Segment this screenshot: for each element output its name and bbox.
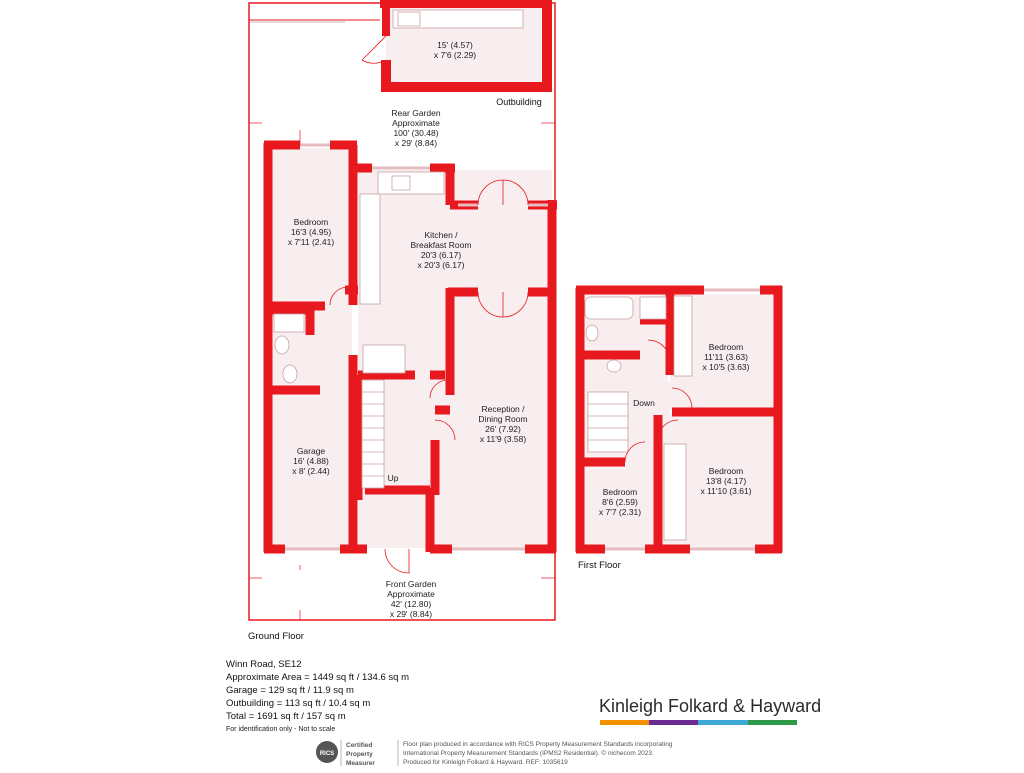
info-garage: Garage = 129 sq ft / 11.9 sq m [226,685,354,696]
ff-bedroom-3-dim1: 8'6 (2.59) [602,497,638,507]
ff-bath [585,297,633,319]
bedroom-gf-dim1: 16'3 (4.95) [290,227,332,237]
ff-bedroom-2-dim1: 13'8 (4.17) [705,476,747,486]
reception-dim2: x 11'9 (3.58) [479,434,527,444]
brand-bar-green [748,720,797,725]
kitchen-counter [378,172,444,194]
ff-bedroom-1-dim1: 11'11 (3.63) [704,352,748,362]
ff-basin [586,325,598,341]
footer-line2: International Property Measurement Standards (IPMS2 Residential). © nichecom 2023. [403,750,654,757]
ground-floor-label: Ground Floor [248,631,304,642]
garage-title: Garage [296,446,326,456]
reception-line1: Reception / [481,404,525,414]
brand-block [599,696,821,725]
footer-line3: Produced for Kinleigh Folkard & Hayward. REF: 1035619 [403,759,568,766]
ff-staircase [588,392,628,452]
brand-bar-purple [649,720,698,725]
rear-garden-line2: Approximate [392,118,440,128]
kitchen-island [363,345,405,373]
cert-line1: Certified [346,742,373,749]
basin [275,336,289,354]
toilet [283,365,297,383]
ff-bedroom-2-title: Bedroom [708,466,744,476]
kitchen-line1: Kitchen / [424,230,458,240]
ff-bedroom-1-title: Bedroom [708,342,744,352]
kitchen-dim1: 20'3 (6.17) [420,250,462,260]
kitchen-sink [392,176,410,190]
ff-bedroom-3-title: Bedroom [602,487,638,497]
outbuilding-dim1: 15' (4.57) [437,40,473,50]
ff-bedroom-3-dim2: x 7'7 (2.31) [598,507,642,517]
info-disclaimer: For identification only - Not to scale [226,726,336,733]
shower-tray [274,314,304,332]
info-outbuilding: Outbuilding = 113 sq ft / 10.4 sq m [226,698,371,709]
reception-dim1: 26' (7.92) [485,424,521,434]
first-floor-label: First Floor [578,560,621,571]
outbuilding-title: Outbuilding [496,97,542,107]
ff-toilet [607,360,621,372]
reception-line2: Dining Room [478,414,528,424]
gf-stairs-label: Up [387,473,399,483]
ff-bedroom-1-dim2: x 10'5 (3.63) [702,362,750,372]
ff-stairs-label: Down [633,398,655,408]
footer [316,740,673,767]
rear-garden-line3: 100' (30.48) [393,128,439,138]
front-door [385,549,409,573]
ff-shower [640,297,666,319]
area-info [226,659,409,733]
rics-badge-text: RICS [319,751,335,757]
brand-bar-blue [698,720,748,725]
brand-bar-orange [600,720,649,725]
front-garden-line1: Front Garden [385,579,437,589]
front-garden-line2: Approximate [387,589,435,599]
ground-floor-plan [248,3,557,642]
cert-line2: Property [346,751,373,758]
front-garden-line4: x 29' (8.84) [389,609,433,619]
info-area: Approximate Area = 1449 sq ft / 134.6 sq m [226,672,409,683]
outbuilding-door [362,36,386,63]
kitchen-line2: Breakfast Room [410,240,472,250]
kitchen-side-counter [360,194,380,304]
info-address: Winn Road, SE12 [226,659,302,670]
rear-garden-line1: Rear Garden [391,108,441,118]
bedroom-gf-title: Bedroom [293,217,329,227]
brand-name: Kinleigh Folkard & Hayward [599,696,822,716]
kitchen-dim2: x 20'3 (6.17) [417,260,465,270]
footer-line1: Floor plan produced in accordance with RICS Property Measurement Standards incorporating [403,741,673,748]
ground-floor-staircase [362,380,384,488]
bedroom-gf-dim2: x 7'11 (2.41) [287,237,335,247]
front-garden-line3: 42' (12.80) [390,599,432,609]
ff-bedroom-2-dim2: x 11'10 (3.61) [700,486,752,496]
rear-garden-line4: x 29' (8.84) [394,138,438,148]
info-total: Total = 1691 sq ft / 157 sq m [226,711,346,722]
garage-dim1: 16' (4.88) [293,456,329,466]
garage-dim2: x 8' (2.44) [292,466,330,476]
cert-line3: Measurer [346,760,375,767]
outbuilding-sink [398,12,420,26]
outbuilding-dim2: x 7'6 (2.29) [433,50,477,60]
first-floor-plan [576,286,782,571]
